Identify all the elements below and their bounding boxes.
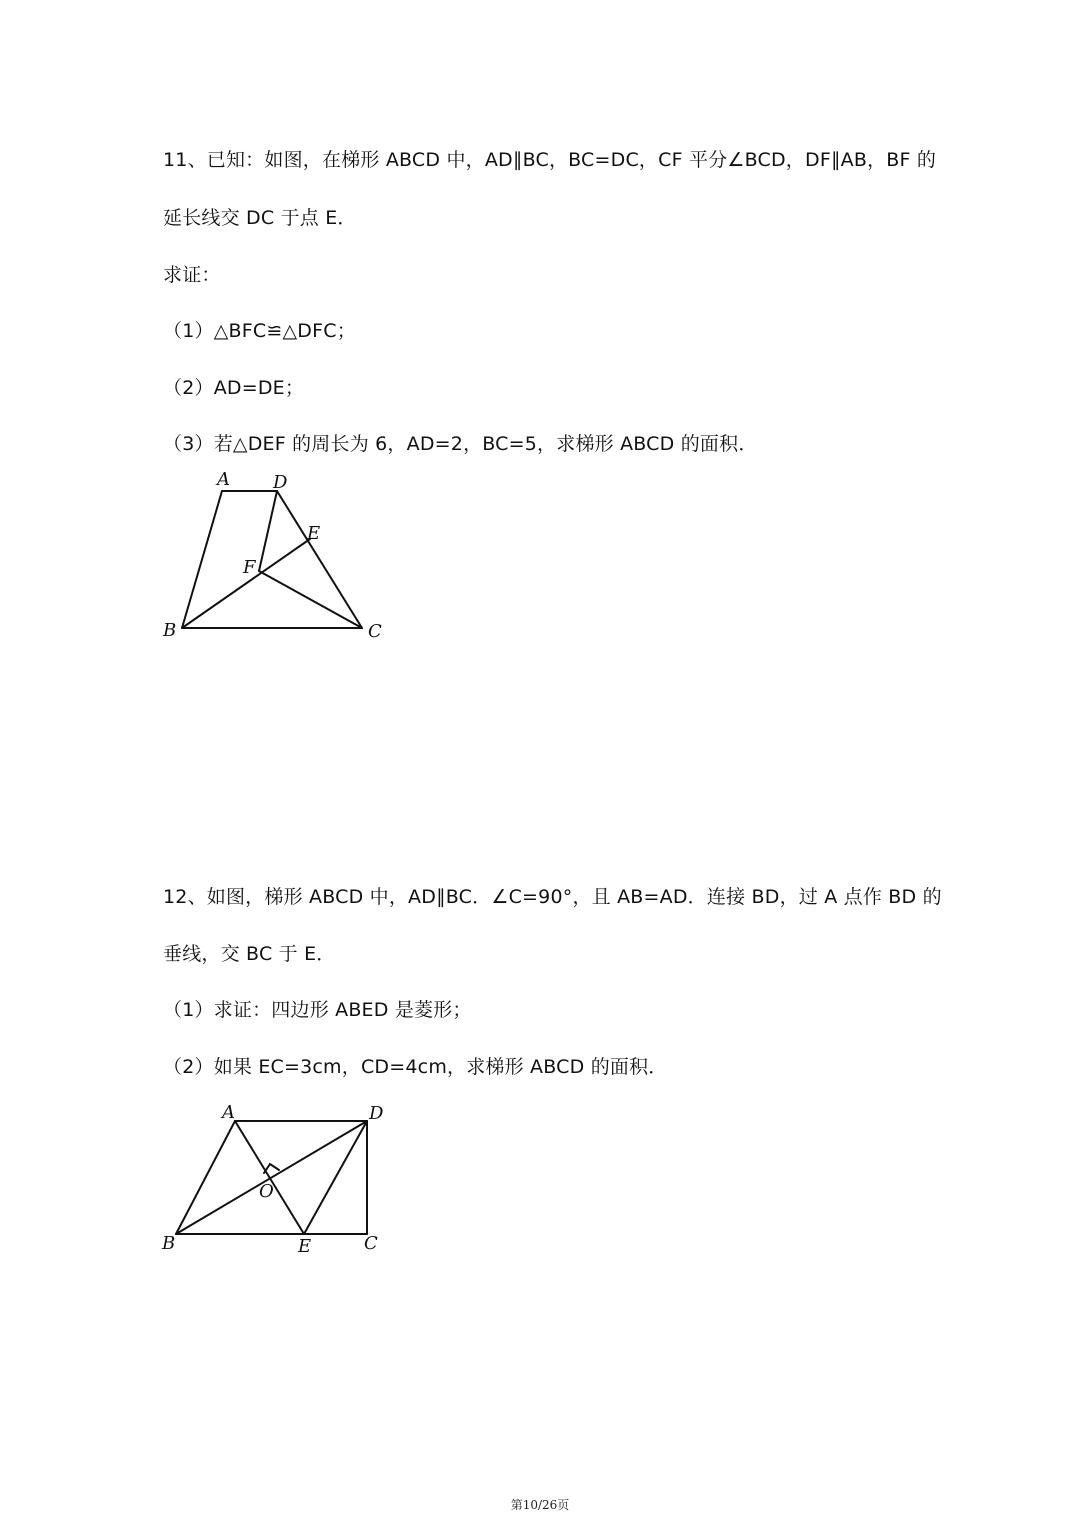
label-a: A — [222, 1102, 235, 1123]
problem11-statement-line2: 延长线交 DC 于点 E． — [163, 207, 357, 229]
label-e: E — [298, 1236, 312, 1257]
segment-ae — [235, 1121, 304, 1234]
segment-de — [304, 1121, 367, 1234]
problem11-statement-line1: 11、已知：如图，在梯形 ABCD 中，AD∥BC，BC=DC，CF 平分∠BCD，DF∥AB，BF 的 — [163, 149, 937, 171]
segment-ab — [182, 491, 222, 628]
label-d: D — [273, 472, 288, 493]
problem12-question2: （2）如果 EC=3cm，CD=4cm，求梯形 ABCD 的面积． — [163, 1056, 668, 1078]
problem12-trapezoid-figure — [150, 1095, 410, 1260]
segment-df — [259, 491, 277, 571]
problem11-question1: （1）△BFC≌△DFC； — [163, 320, 356, 342]
label-f: F — [243, 557, 256, 578]
segment-dc — [277, 491, 362, 628]
label-b: B — [162, 1233, 176, 1254]
problem12-question1: （1）求证：四边形 ABED 是菱形； — [163, 999, 472, 1021]
label-c: C — [368, 621, 382, 642]
segment-be — [182, 539, 310, 628]
label-b: B — [163, 620, 177, 641]
label-a: A — [217, 469, 230, 490]
label-c: C — [364, 1233, 378, 1254]
problem11-question2: （2）AD=DE； — [163, 377, 305, 399]
page-number: 第10/26页 — [510, 1498, 570, 1512]
problem11-prove-label: 求证： — [163, 264, 221, 286]
label-e: E — [307, 523, 321, 544]
segment-fc — [259, 571, 362, 628]
problem12-statement-line1: 12、如图，梯形 ABCD 中，AD∥BC．∠C=90°，且 AB=AD．连接 BD，过 A 点作 BD 的 — [163, 886, 942, 908]
label-d: D — [369, 1103, 384, 1124]
problem12-statement-line2: 垂线，交 BC 于 E． — [163, 943, 336, 965]
label-o: O — [259, 1181, 274, 1202]
problem11-question3: （3）若△DEF 的周长为 6，AD=2，BC=5，求梯形 ABCD 的面积． — [163, 433, 758, 455]
problem11-trapezoid-figure — [150, 460, 410, 650]
